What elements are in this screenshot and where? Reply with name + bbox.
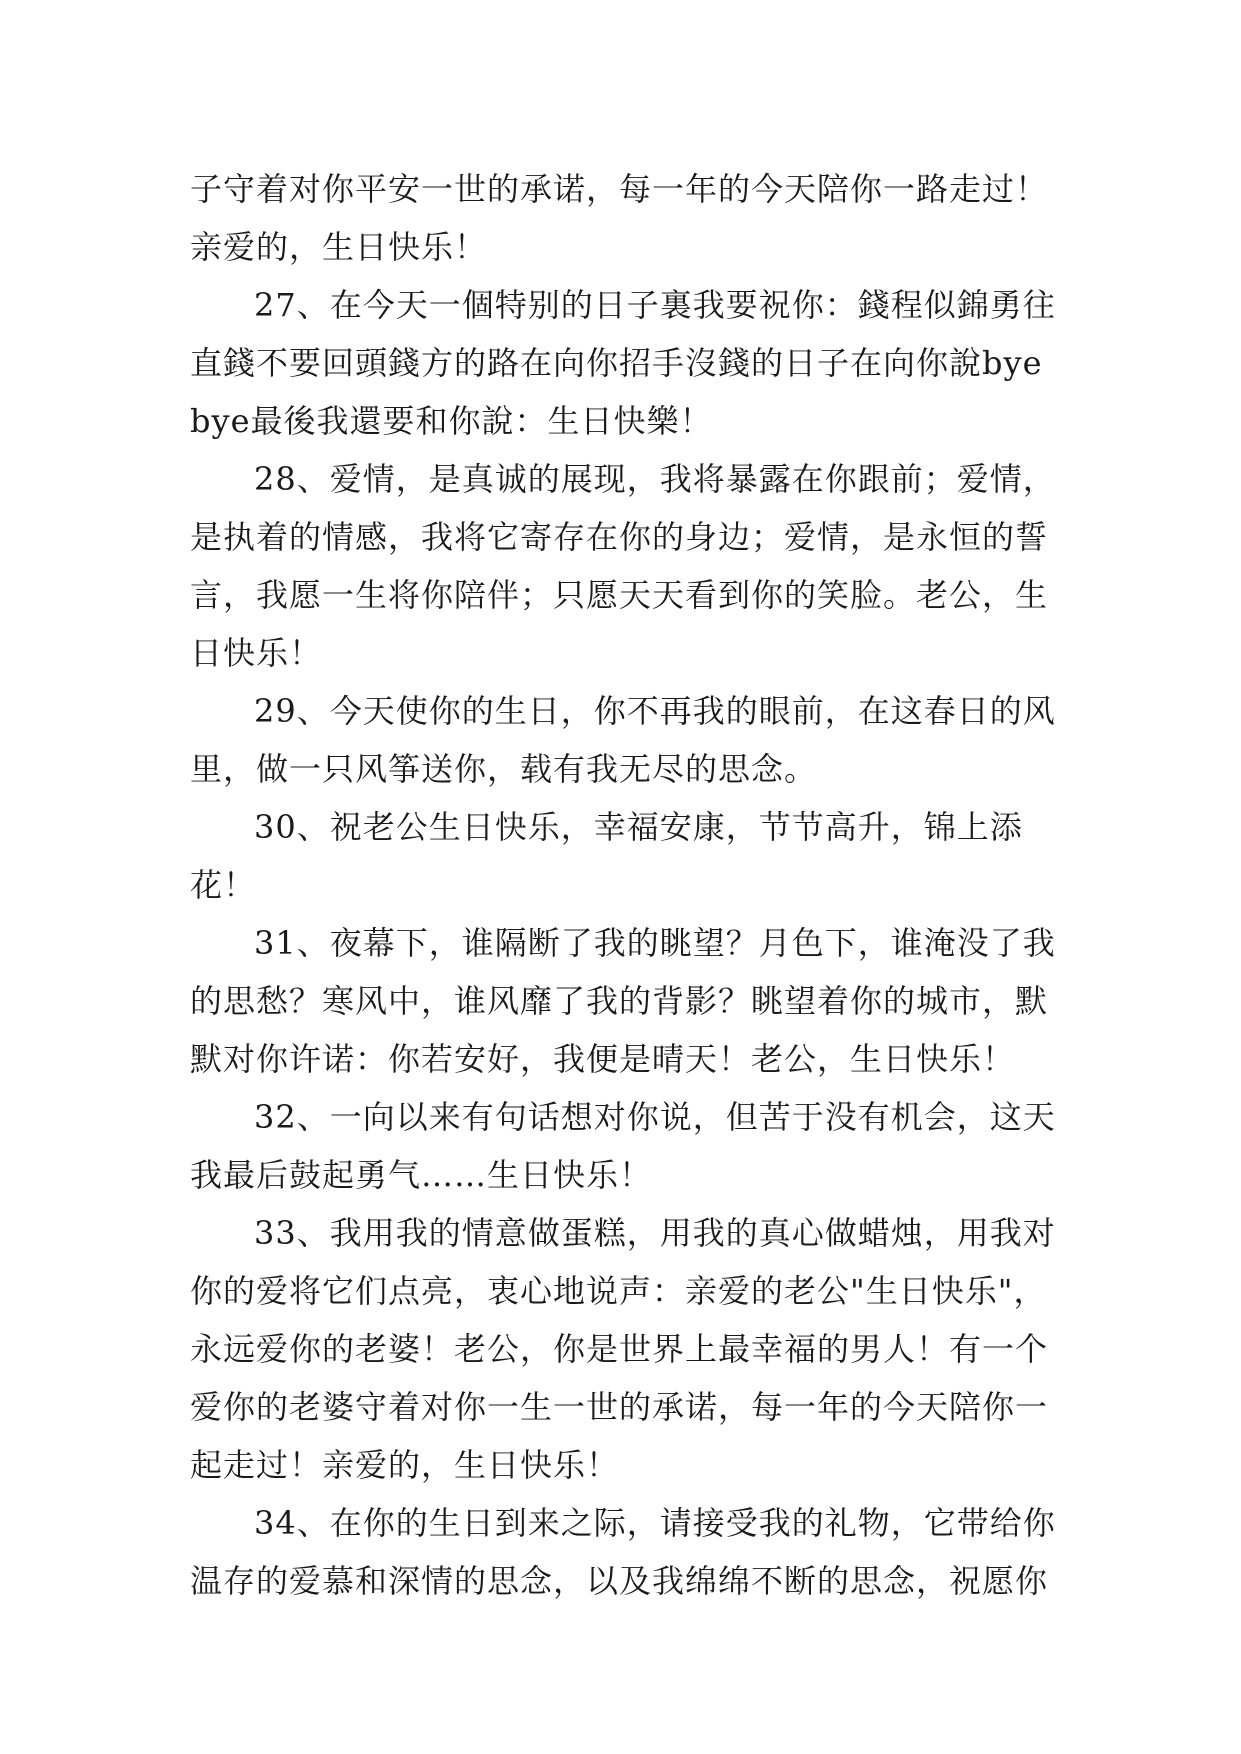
document-page — [190, 160, 1060, 1610]
paragraph-32: 32、一向以来有句话想对你说，但苦于没有机会，这天我最后鼓起勇气……生日快乐！ — [190, 1098, 1056, 1194]
paragraph-30: 30、祝老公生日快乐，幸福安康，节节高升，锦上添花！ — [190, 808, 1023, 904]
paragraph-28: 28、爱情，是真诚的展现，我将暴露在你跟前；爱情，是执着的情感，我将它寄存在你的身边；爱情，是永恒的誓言，我愿一生将你陪伴；只愿天天看到你的笑脸。老公，生日快乐！ — [190, 460, 1056, 672]
paragraph-29: 29、今天使你的生日，你不再我的眼前，在这春日的风里，做一只风筝送你，载有我无尽的思念。 — [190, 692, 1056, 788]
paragraph-31: 31、夜幕下，谁隔断了我的眺望？月色下，谁淹没了我的思愁？寒风中，谁风靡了我的背影？眺望着你的城市，默默对你许诺：你若安好，我便是晴天！老公，生日快乐！ — [190, 924, 1056, 1078]
paragraph-27: 27、在今天一個特别的日子裏我要祝你：錢程似錦勇往直錢不要回頭錢方的路在向你招手沒錢的日子在向你說byebye最後我還要和你說：生日快樂！ — [190, 286, 1056, 440]
paragraph-continuation: 子守着对你平安一世的承诺，每一年的今天陪你一路走过！亲爱的，生日快乐！ — [190, 170, 1049, 266]
paragraph-34: 34、在你的生日到来之际，请接受我的礼物，它带给你温存的爱慕和深情的思念，以及我绵绵不断的思念，祝愿你 — [190, 1504, 1056, 1600]
paragraph-33: 33、我用我的情意做蛋糕，用我的真心做蜡烛，用我对你的爱将它们点亮，衷心地说声：亲爱的老公"生日快乐"，永远爱你的老婆！老公，你是世界上最幸福的男人！有一个爱你的老婆守着对你一生一世的承诺，每一年的今天陪你一起走过！亲爱的，生日快乐！ — [190, 1214, 1056, 1484]
